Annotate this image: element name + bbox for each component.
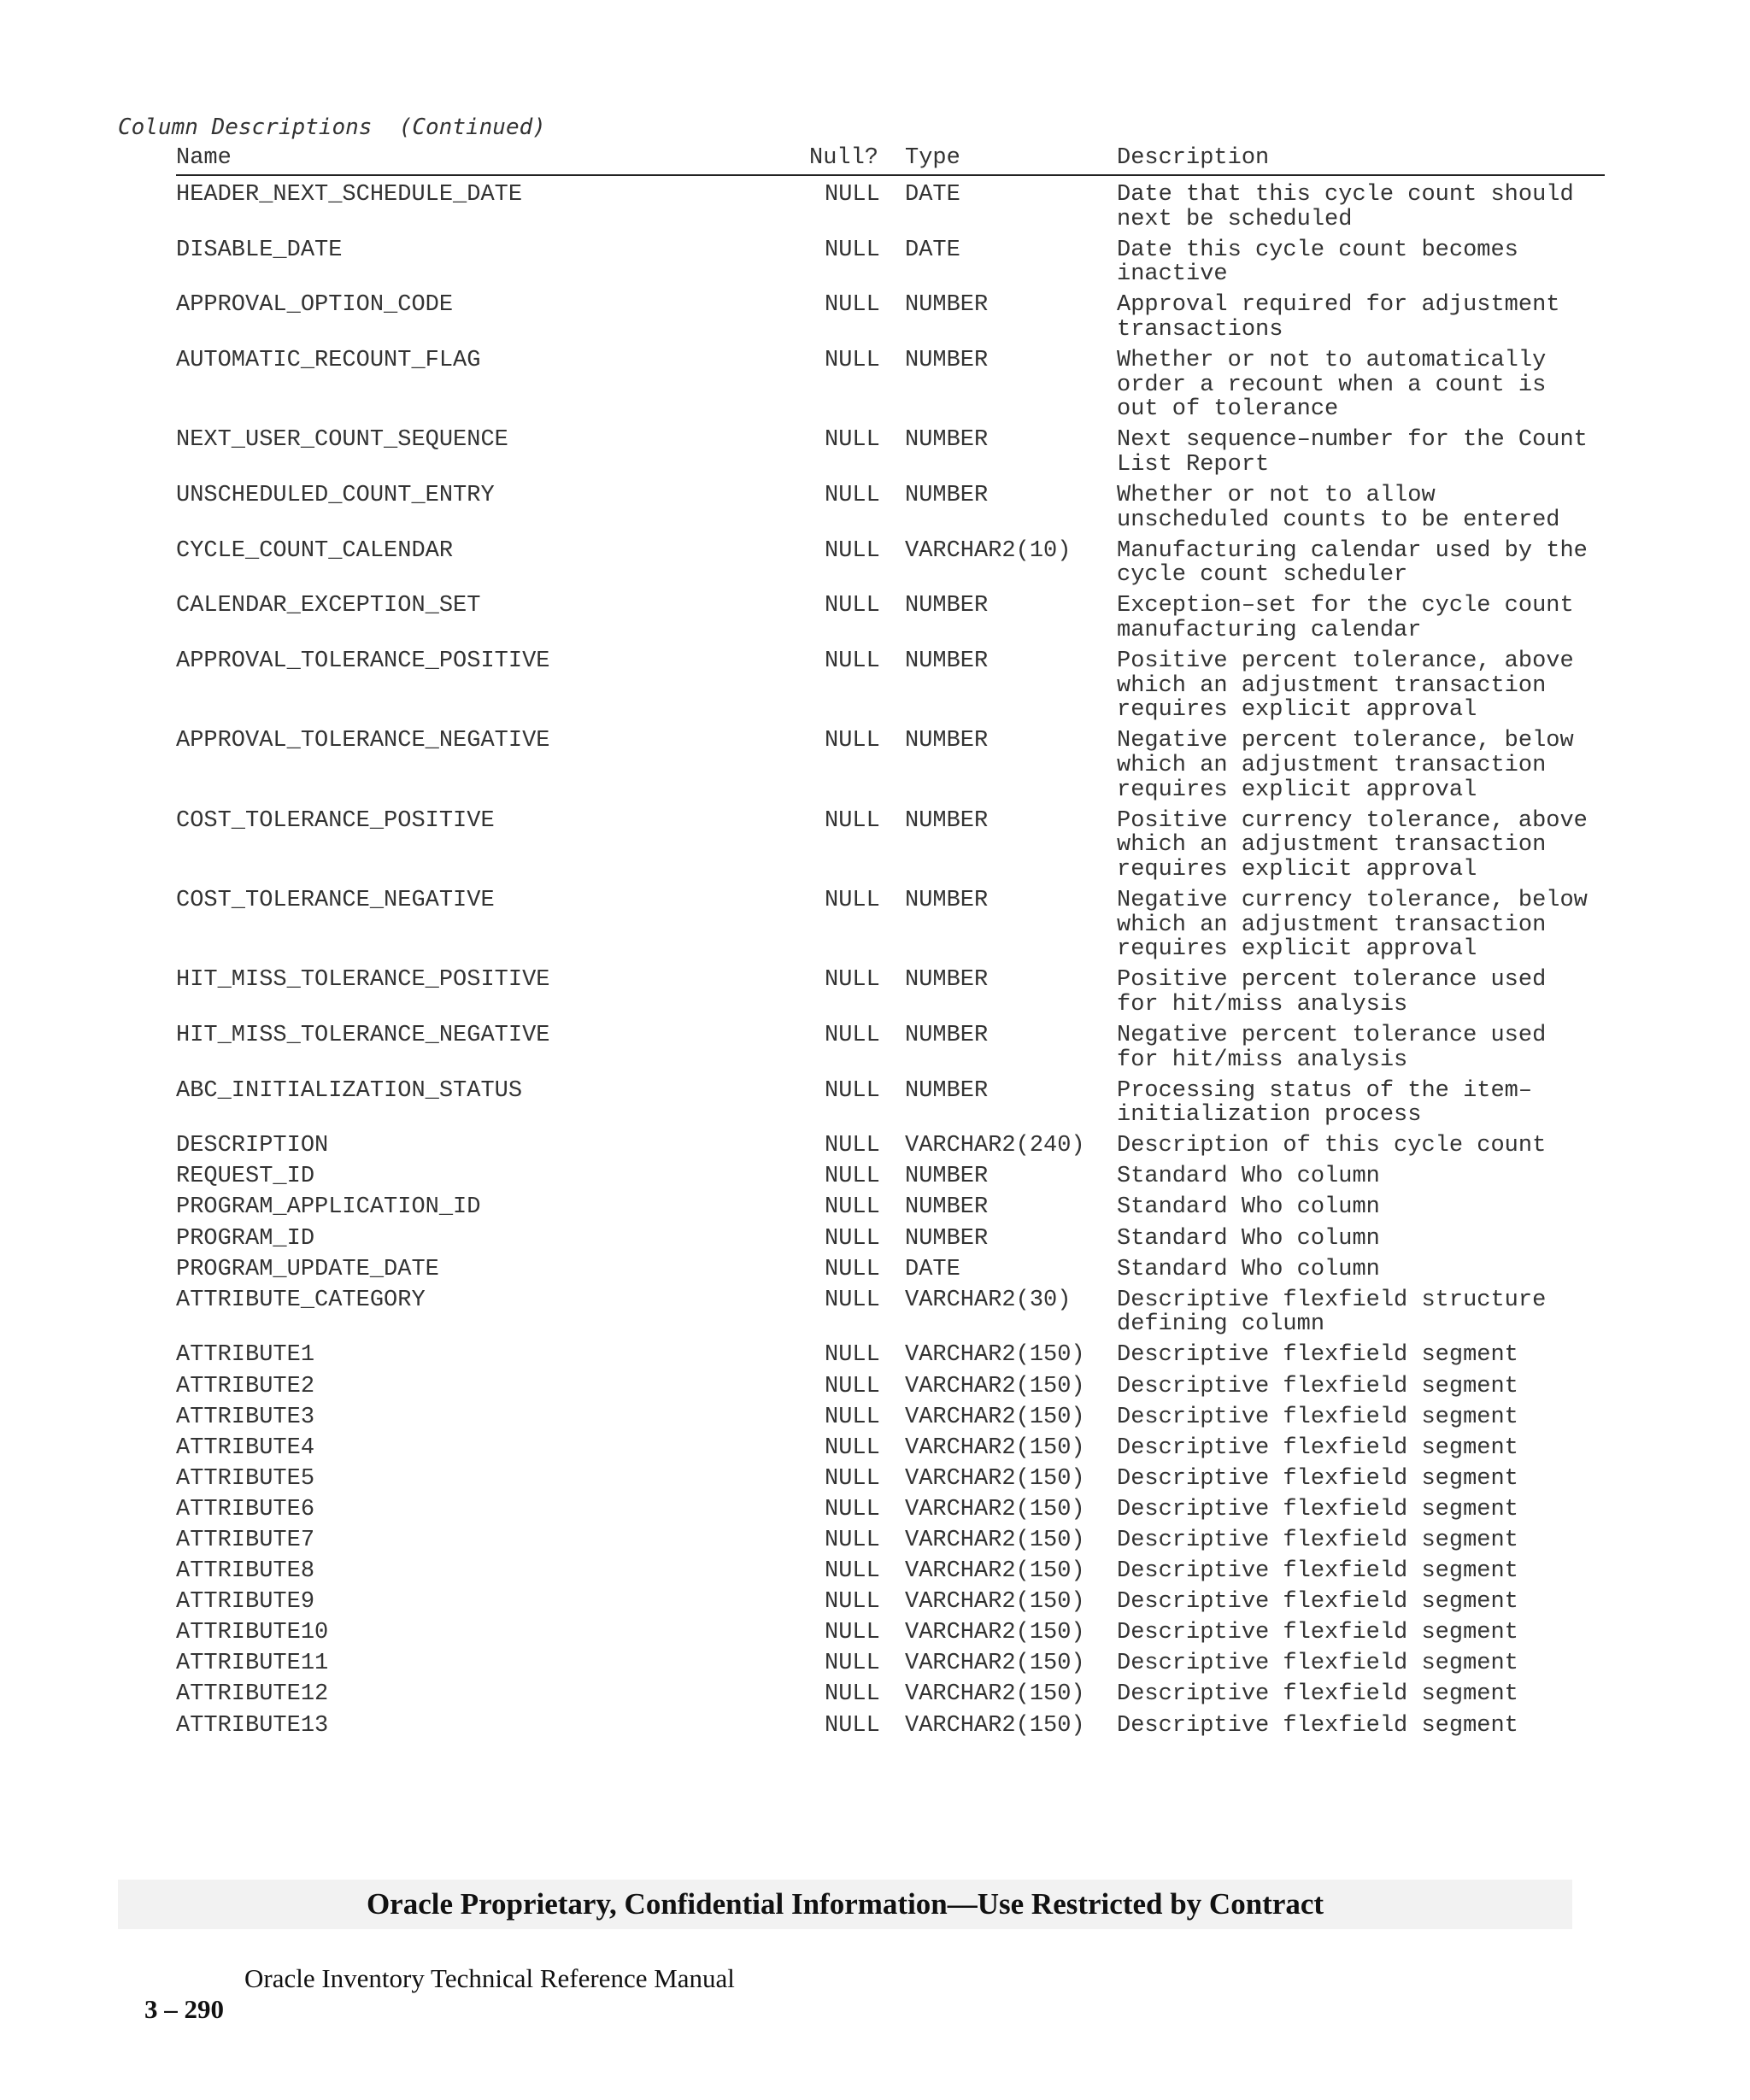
manual-title: Oracle Inventory Technical Reference Manual [244, 1963, 735, 1993]
page-number: 3 – 290 [144, 1994, 224, 2024]
table-row [176, 1288, 1612, 1344]
table-row [176, 1590, 1612, 1621]
table-row [176, 539, 1612, 595]
column-type: VARCHAR2(10) [905, 537, 1072, 564]
column-description: Negative percent tolerance used for hit/miss analysis [1117, 1022, 1547, 1073]
column-description: Descriptive flexfield segment [1117, 1465, 1518, 1492]
column-description: Date that this cycle count should next be scheduled [1117, 182, 1574, 232]
table-row [176, 1405, 1612, 1436]
column-name: AUTOMATIC_RECOUNT_FLAG [176, 348, 481, 374]
column-description: Descriptive flexfield segment [1117, 1558, 1518, 1585]
column-description: Descriptive flexfield segment [1117, 1620, 1518, 1646]
table-row [176, 1079, 1612, 1135]
column-description: Standard Who column [1117, 1194, 1380, 1221]
column-name: CALENDAR_EXCEPTION_SET [176, 593, 481, 619]
column-type: VARCHAR2(150) [905, 1558, 1085, 1585]
table-row [176, 809, 1612, 889]
column-description: Negative percent tolerance, below which an adjustment transaction requires explicit approval [1117, 728, 1574, 803]
column-null: NULL [825, 1373, 880, 1399]
column-name: REQUEST_ID [176, 1164, 315, 1190]
column-description: Descriptive flexfield segment [1117, 1434, 1518, 1461]
column-description: Description of this cycle count [1117, 1133, 1547, 1159]
column-null: NULL [825, 1404, 880, 1430]
table-row [176, 484, 1612, 539]
column-description: Processing status of the item–initialization process [1117, 1077, 1533, 1129]
column-description: Descriptive flexfield segment [1117, 1589, 1518, 1616]
page-footer [118, 1963, 735, 2086]
column-null: NULL [825, 1287, 880, 1313]
table-row [176, 1195, 1612, 1226]
table-row [176, 889, 1612, 968]
column-name: ATTRIBUTE6 [176, 1496, 315, 1522]
column-null: NULL [825, 1194, 880, 1221]
column-type: NUMBER [905, 1164, 989, 1190]
column-type: VARCHAR2(150) [905, 1342, 1085, 1369]
table-row [176, 1024, 1612, 1079]
column-description: Descriptive flexfield segment [1117, 1404, 1518, 1430]
column-null: NULL [825, 1620, 880, 1646]
column-description: Descriptive flexfield segment [1117, 1496, 1518, 1522]
table-row [176, 649, 1612, 729]
column-name: ATTRIBUTE5 [176, 1465, 315, 1492]
column-description: Standard Who column [1117, 1225, 1380, 1252]
table-row [176, 1227, 1612, 1258]
column-name: ATTRIBUTE_CATEGORY [176, 1287, 426, 1313]
column-type: VARCHAR2(150) [905, 1589, 1085, 1616]
column-null: NULL [825, 1558, 880, 1585]
table-row [176, 1343, 1612, 1374]
column-null: NULL [825, 1164, 880, 1190]
table-row [176, 1714, 1612, 1745]
table-row [176, 1164, 1612, 1195]
column-name: ATTRIBUTE2 [176, 1373, 315, 1399]
column-description: Date this cycle count becomes inactive [1117, 237, 1518, 288]
column-null: NULL [825, 292, 880, 319]
column-name: ATTRIBUTE12 [176, 1681, 329, 1708]
column-null: NULL [825, 1434, 880, 1461]
column-null: NULL [825, 348, 880, 374]
column-type: VARCHAR2(30) [905, 1287, 1072, 1313]
table-row [176, 349, 1612, 428]
column-description: Standard Who column [1117, 1164, 1380, 1190]
column-null: NULL [825, 1528, 880, 1553]
table-row [176, 968, 1612, 1024]
table-row [176, 1134, 1612, 1164]
column-type: NUMBER [905, 1022, 989, 1048]
table-row [176, 1436, 1612, 1467]
column-type: NUMBER [905, 887, 989, 913]
table-header [176, 145, 1605, 176]
column-name: NEXT_USER_COUNT_SEQUENCE [176, 427, 508, 454]
column-description: Whether or not to automatically order a recount when a count is out of tolerance [1117, 348, 1547, 423]
column-description: Whether or not to allow unscheduled counts to be entered [1117, 483, 1560, 533]
column-null: NULL [825, 967, 880, 994]
column-description: Descriptive flexfield segment [1117, 1342, 1518, 1369]
column-type: VARCHAR2(240) [905, 1133, 1085, 1159]
column-null: NULL [825, 807, 880, 834]
table-row [176, 594, 1612, 649]
column-type: NUMBER [905, 1077, 989, 1104]
column-description: Descriptive flexfield structure defining column [1117, 1287, 1547, 1338]
column-description: Exception–set for the cycle count manufacturing calendar [1117, 593, 1574, 643]
column-name: CYCLE_COUNT_CALENDAR [176, 537, 454, 564]
column-name: COST_TOLERANCE_NEGATIVE [176, 887, 495, 913]
column-name: ATTRIBUTE7 [176, 1528, 315, 1553]
column-description: Descriptive flexfield segment [1117, 1528, 1518, 1553]
column-name: COST_TOLERANCE_POSITIVE [176, 807, 495, 834]
header-description: Description [1117, 145, 1270, 171]
column-name: ATTRIBUTE8 [176, 1558, 315, 1585]
column-type: NUMBER [905, 292, 989, 319]
column-null: NULL [825, 1342, 880, 1369]
table-row [176, 1559, 1612, 1590]
column-description: Next sequence–number for the Count List Report [1117, 427, 1588, 478]
column-type: VARCHAR2(150) [905, 1434, 1085, 1461]
column-description: Positive percent tolerance used for hit/miss analysis [1117, 967, 1547, 1018]
column-type: NUMBER [905, 1194, 989, 1221]
column-type: NUMBER [905, 348, 989, 374]
column-null: NULL [825, 1256, 880, 1282]
table-row [176, 428, 1612, 484]
column-type: VARCHAR2(150) [905, 1404, 1085, 1430]
column-description: Descriptive flexfield segment [1117, 1681, 1518, 1708]
column-null: NULL [825, 427, 880, 454]
column-null: NULL [825, 1465, 880, 1492]
column-description: Descriptive flexfield segment [1117, 1712, 1518, 1739]
column-null: NULL [825, 483, 880, 509]
table-row [176, 1682, 1612, 1713]
column-name: APPROVAL_TOLERANCE_POSITIVE [176, 648, 550, 675]
column-descriptions-table [176, 183, 1612, 1745]
column-type: NUMBER [905, 807, 989, 834]
column-null: NULL [825, 648, 880, 675]
column-name: HEADER_NEXT_SCHEDULE_DATE [176, 182, 523, 208]
table-row [176, 238, 1612, 294]
column-null: NULL [825, 1712, 880, 1739]
column-null: NULL [825, 1651, 880, 1677]
column-description: Approval required for adjustment transactions [1117, 292, 1560, 343]
column-name: PROGRAM_UPDATE_DATE [176, 1256, 439, 1282]
column-description: Standard Who column [1117, 1256, 1380, 1282]
column-name: ATTRIBUTE3 [176, 1404, 315, 1430]
column-type: NUMBER [905, 967, 989, 994]
confidentiality-banner: Oracle Proprietary, Confidential Information––Use Restricted by Contract [118, 1880, 1572, 1929]
column-name: ATTRIBUTE10 [176, 1620, 329, 1646]
column-name: DISABLE_DATE [176, 237, 343, 263]
column-name: UNSCHEDULED_COUNT_ENTRY [176, 483, 495, 509]
column-type: VARCHAR2(150) [905, 1373, 1085, 1399]
column-name: ATTRIBUTE11 [176, 1651, 329, 1677]
column-type: DATE [905, 1256, 960, 1282]
table-row [176, 729, 1612, 808]
column-type: NUMBER [905, 1225, 989, 1252]
column-name: ATTRIBUTE4 [176, 1434, 315, 1461]
column-null: NULL [825, 1681, 880, 1708]
column-name: PROGRAM_APPLICATION_ID [176, 1194, 481, 1221]
column-null: NULL [825, 593, 880, 619]
column-type: VARCHAR2(150) [905, 1651, 1085, 1677]
table-row [176, 1621, 1612, 1651]
table-row [176, 1375, 1612, 1405]
column-null: NULL [825, 1225, 880, 1252]
column-null: NULL [825, 1496, 880, 1522]
column-name: PROGRAM_ID [176, 1225, 315, 1252]
column-description: Positive currency tolerance, above which an adjustment transaction requires explicit approval [1117, 807, 1588, 883]
column-description: Negative currency tolerance, below which an adjustment transaction requires explicit approval [1117, 887, 1588, 963]
column-type: NUMBER [905, 483, 989, 509]
column-type: DATE [905, 237, 960, 263]
column-name: DESCRIPTION [176, 1133, 329, 1159]
column-null: NULL [825, 728, 880, 754]
header-name: Name [176, 145, 232, 171]
column-name: ATTRIBUTE1 [176, 1342, 315, 1369]
column-null: NULL [825, 237, 880, 263]
table-row [176, 1258, 1612, 1288]
column-name: ATTRIBUTE9 [176, 1589, 315, 1616]
section-title: Column Descriptions (Continued) [118, 114, 546, 140]
column-name: HIT_MISS_TOLERANCE_NEGATIVE [176, 1022, 550, 1048]
table-row [176, 293, 1612, 349]
table-row [176, 1651, 1612, 1682]
column-description: Descriptive flexfield segment [1117, 1373, 1518, 1399]
column-null: NULL [825, 1589, 880, 1616]
column-description: Descriptive flexfield segment [1117, 1651, 1518, 1677]
column-type: VARCHAR2(150) [905, 1712, 1085, 1739]
column-type: VARCHAR2(150) [905, 1528, 1085, 1553]
column-description: Manufacturing calendar used by the cycle count scheduler [1117, 537, 1588, 589]
column-null: NULL [825, 1133, 880, 1159]
table-row [176, 1467, 1612, 1498]
column-type: NUMBER [905, 728, 989, 754]
table-row [176, 183, 1612, 238]
column-name: ATTRIBUTE13 [176, 1712, 329, 1739]
column-name: HIT_MISS_TOLERANCE_POSITIVE [176, 967, 550, 994]
column-type: NUMBER [905, 593, 989, 619]
column-null: NULL [825, 182, 880, 208]
column-null: NULL [825, 1022, 880, 1048]
column-null: NULL [825, 1077, 880, 1104]
column-null: NULL [825, 887, 880, 913]
column-name: APPROVAL_TOLERANCE_NEGATIVE [176, 728, 550, 754]
column-description: Positive percent tolerance, above which an adjustment transaction requires explicit approval [1117, 648, 1574, 724]
column-name: APPROVAL_OPTION_CODE [176, 292, 454, 319]
column-type: NUMBER [905, 427, 989, 454]
column-type: VARCHAR2(150) [905, 1681, 1085, 1708]
table-row [176, 1528, 1612, 1559]
column-null: NULL [825, 537, 880, 564]
column-type: VARCHAR2(150) [905, 1620, 1085, 1646]
column-type: DATE [905, 182, 960, 208]
column-type: VARCHAR2(150) [905, 1465, 1085, 1492]
header-null: Null? [809, 145, 879, 171]
column-type: NUMBER [905, 648, 989, 675]
table-row [176, 1498, 1612, 1528]
column-name: ABC_INITIALIZATION_STATUS [176, 1077, 523, 1104]
column-type: VARCHAR2(150) [905, 1496, 1085, 1522]
header-type: Type [905, 145, 960, 171]
